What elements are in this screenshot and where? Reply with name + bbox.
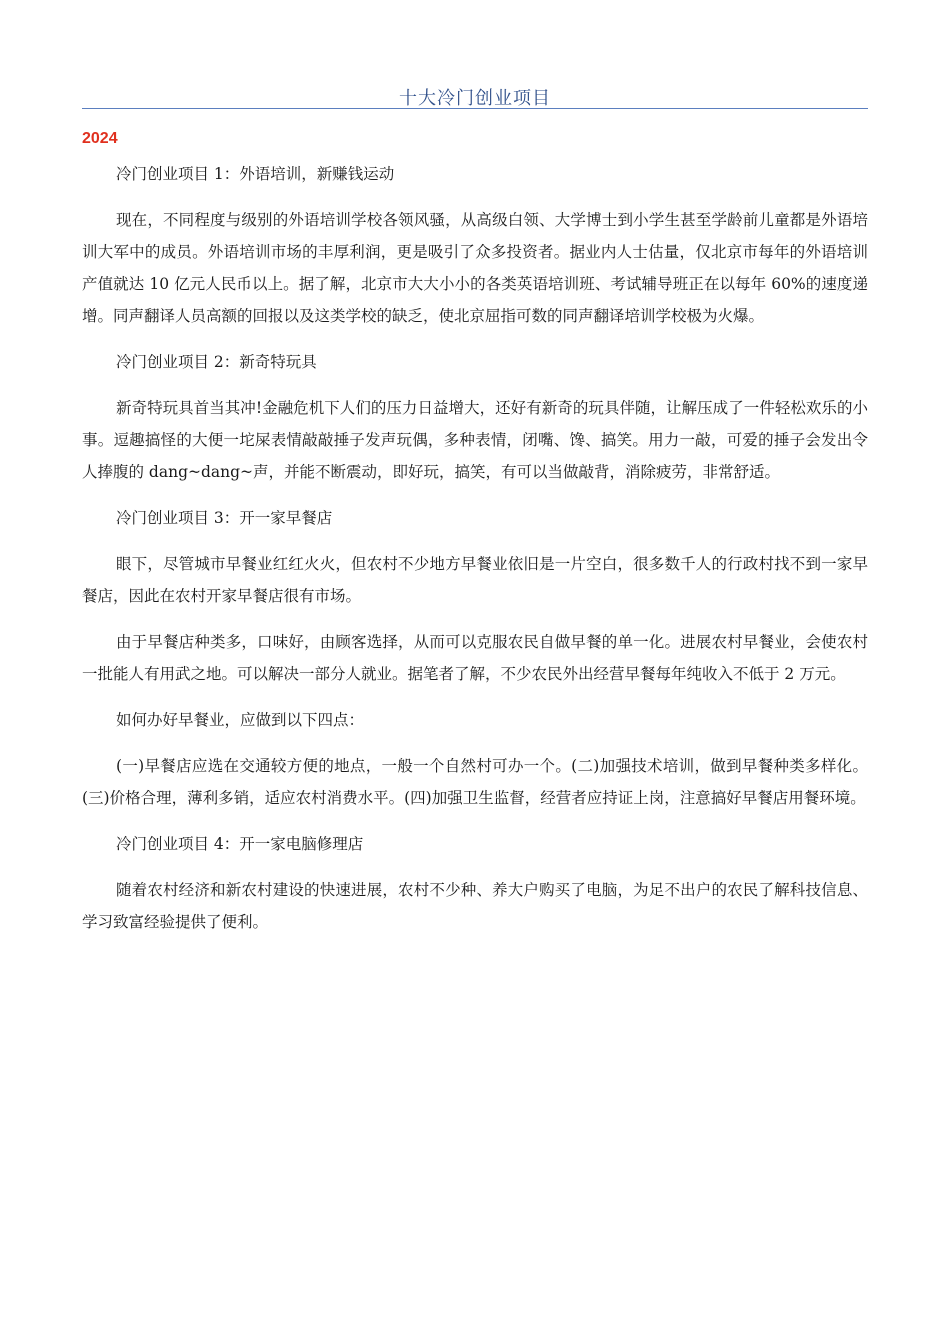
running-header-title: 十大冷门创业项目 [399,88,551,109]
paragraph: 眼下，尽管城市早餐业红红火火，但农村不少地方早餐业依旧是一片空白，很多数千人的行政村找不到一家早餐店，因此在农村开家早餐店很有市场。 [82,555,868,605]
section-heading: 冷门创业项目 4：开一家电脑修理店 [116,835,364,853]
document-body [82,158,868,952]
section-heading: 冷门创业项目 2：新奇特玩具 [116,353,317,371]
header-divider [82,108,868,109]
paragraph: 由于早餐店种类多，口味好，由顾客选择，从而可以克服农民自做早餐的单一化。进展农村早餐业，会使农村一批能人有用武之地。可以解决一部分人就业。据笔者了解，不少农民外出经营早餐每年纯收入不低于 2 万元。 [82,633,868,683]
section-heading: 冷门创业项目 1：外语培训，新赚钱运动 [116,165,395,183]
paragraph: 如何办好早餐业，应做到以下四点： [116,711,365,729]
paragraph: (一)早餐店应选在交通较方便的地点，一般一个自然村可办一个。(二)加强技术培训，做到早餐种类多样化。(三)价格合理，薄利多销，适应农村消费水平。(四)加强卫生监督，经营者应持证上岗，注意搞好早餐店用餐环境。 [82,757,868,807]
paragraph: 现在，不同程度与级别的外语培训学校各领风骚，从高级白领、大学博士到小学生甚至学龄前儿童都是外语培训大军中的成员。外语培训市场的丰厚利润，更是吸引了众多投资者。据业内人士估量，仅北京市每年的外语培训产值就达 10 亿元人民币以上。据了解，北京市大大小小的各类英语培训班、考试辅导班正在以每年 60%的速度递增。同声翻译人员高额的回报以及这类学校的缺乏，使北京屈指可数的同声翻译培训学校极为火爆。 [82,211,868,325]
paragraph: 新奇特玩具首当其冲!金融危机下人们的压力日益增大，还好有新奇的玩具伴随，让解压成了一件轻松欢乐的小事。逗趣搞怪的大便一坨屎表情敲敲捶子发声玩偶，多种表情，闭嘴、馋、搞笑。用力一敲，可爱的捶子会发出令人捧腹的 dang~dang~声，并能不断震动，即好玩，搞笑，有可以当做敲背，消除疲劳，非常舒适。 [82,399,868,481]
section-heading: 冷门创业项目 3：开一家早餐店 [116,509,333,527]
year-label: 2024 [82,130,118,147]
paragraph: 随着农村经济和新农村建设的快速进展，农村不少种、养大户购买了电脑，为足不出户的农民了解科技信息、学习致富经验提供了便利。 [82,881,868,931]
